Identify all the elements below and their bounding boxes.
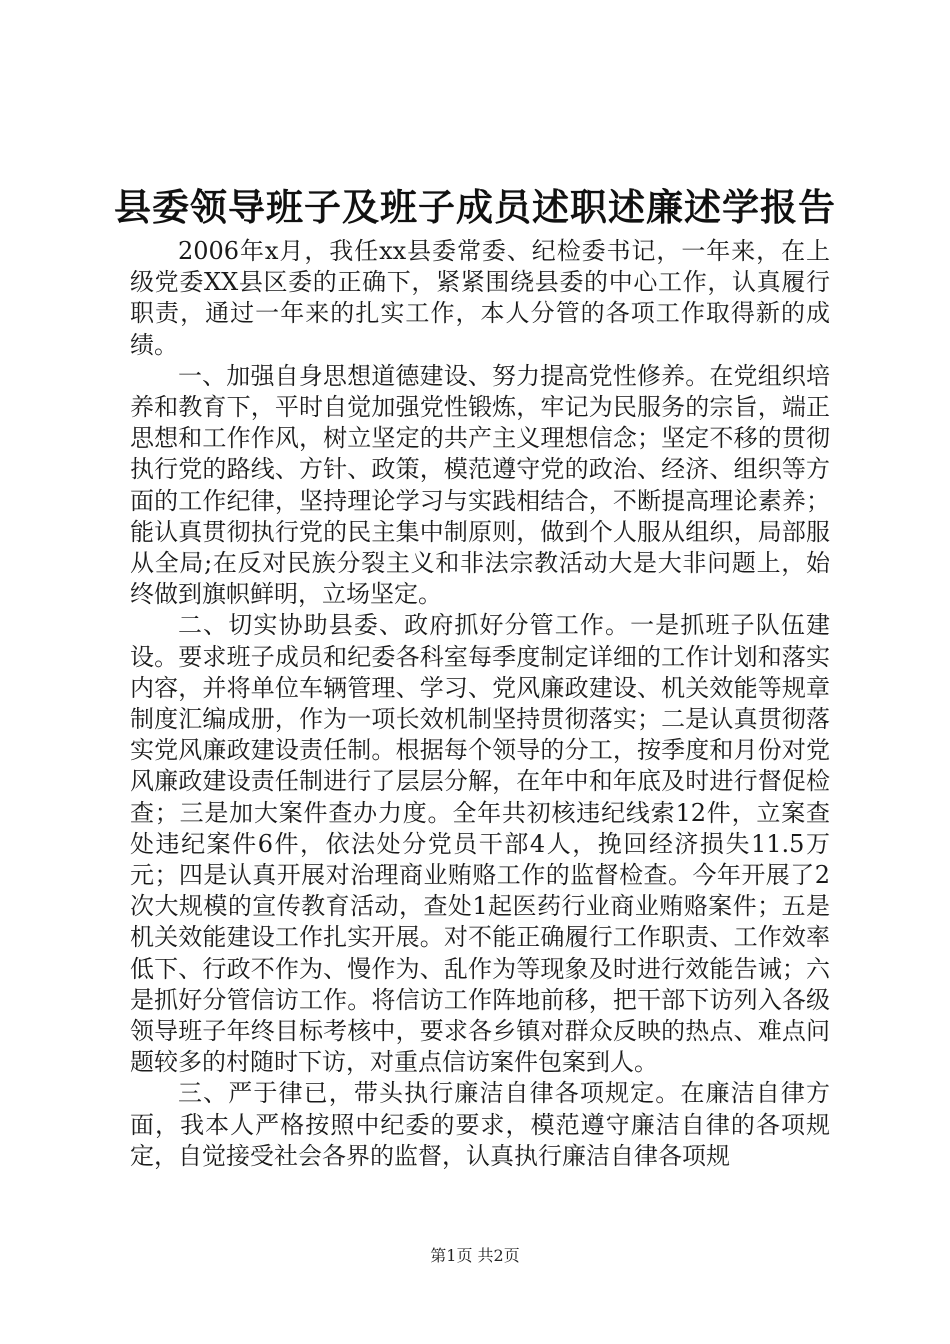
paragraph-section-1: 一、加强自身思想道德建设、努力提高党性修养。在党组织培养和教育下，平时自觉加强党性锻炼，牢记为民服务的宗旨，端正思想和工作作风，树立坚定的共产主义理想信念；坚定不移的贯彻执行党的路线、方针、政策，模范遵守党的政治、经济、组织等方面的工作纪律，坚持理论学习与实践相结合，不断提高理论素养；能认真贯彻执行党的民主集中制原则，做到个人服从组织，局部服从全局;在反对民族分裂主义和非法宗教活动大是大非问题上，始终做到旗帜鲜明，立场坚定。 [130, 361, 830, 609]
paragraph-section-3: 三、严于律已，带头执行廉洁自律各项规定。在廉洁自律方面，我本人严格按照中纪委的要求，模范遵守廉洁自律的各项规定，自觉接受社会各界的监督，认真执行廉洁自律各项规 [130, 1079, 830, 1170]
paragraph-section-2: 二、切实协助县委、政府抓好分管工作。一是抓班子队伍建设。要求班子成员和纪委各科室每季度制定详细的工作计划和落实内容，并将单位车辆管理、学习、党风廉政建设、机关效能等规章制度汇编成册，作为一项长效机制坚持贯彻落实；二是认真贯彻落实党风廉政建设责任制。根据每个领导的分工，按季度和月份对党风廉政建设责任制进行了层层分解，在年中和年底及时进行督促检查；三是加大案件查办力度。全年共初核违纪线索12件，立案查处违纪案件6件，依法处分党员干部4人，挽回经济损失11.5万元；四是认真开展对治理商业贿赂工作的监督检查。今年开展了2次大规模的宣传教育活动，查处1起医药行业商业贿赂案件；五是机关效能建设工作扎实开展。对不能正确履行工作职责、工作效率低下、行政不作为、慢作为、乱作为等现象及时进行效能告诫；六是抓好分管信访工作。将信访工作阵地前移，把干部下访列入各级领导班子年终目标考核中，要求各乡镇对群众反映的热点、难点问题较多的村随时下访，对重点信访案件包案到人。 [130, 611, 830, 1077]
document-body [130, 236, 830, 1172]
page-footer: 第1页 共2页 [430, 1246, 520, 1265]
paragraph-intro: 2006年x月，我任xx县委常委、纪检委书记，一年来，在上级党委XX县区委的正确下，紧紧围绕县委的中心工作，认真履行职责，通过一年来的扎实工作，本人分管的各项工作取得新的成绩。 [130, 237, 830, 359]
document-title: 县委领导班子及班子成员述职述廉述学报告 [114, 185, 836, 229]
